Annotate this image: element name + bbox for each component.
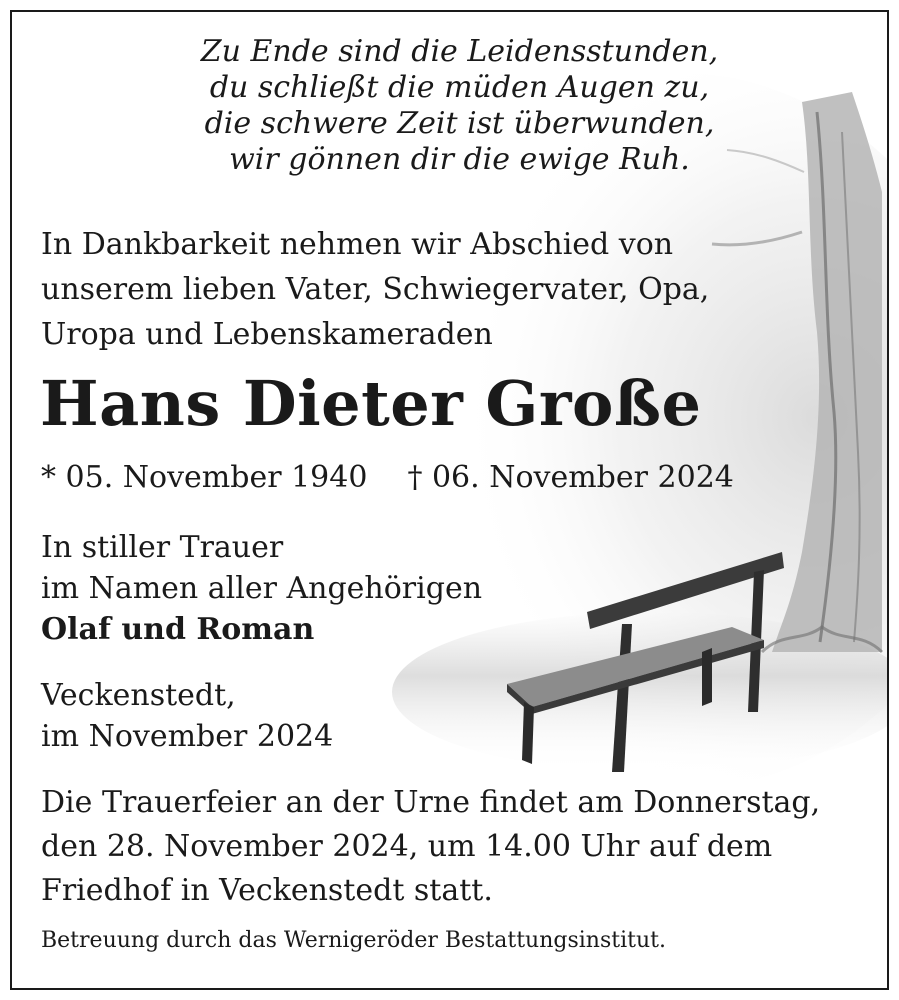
farewell-intro <box>41 222 709 357</box>
intro-line: In Dankbarkeit nehmen wir Abschied von <box>41 227 674 262</box>
mourners-line: In stiller Trauer <box>41 530 284 565</box>
poem-line: wir gönnen dir die ewige Ruh. <box>229 142 690 177</box>
funeral-line: Die Trauerfeier an der Urne findet am Donnerstag, <box>41 785 821 820</box>
intro-line: Uropa und Lebenskameraden <box>41 317 493 352</box>
poem-line: die schwere Zeit ist überwunden, <box>204 106 715 141</box>
poem-line: Zu Ende sind die Leidensstunden, <box>200 34 719 69</box>
poem-line: du schließt die müden Augen zu, <box>209 70 710 105</box>
place-line: Veckenstedt, <box>41 678 236 713</box>
birth-date: * 05. November 1940 <box>41 460 368 495</box>
place-date-block <box>41 675 333 757</box>
death-date: † 06. November 2024 <box>407 460 734 495</box>
life-dates <box>41 458 734 498</box>
obituary-notice <box>10 10 889 990</box>
funeral-line: Friedhof in Veckenstedt statt. <box>41 873 493 908</box>
funeral-info <box>41 781 820 913</box>
date-line: im November 2024 <box>41 719 334 754</box>
poem <box>12 34 889 178</box>
deceased-name: Hans Dieter Große <box>40 367 702 440</box>
mourners-names: Olaf und Roman <box>41 612 315 647</box>
funeral-line: den 28. November 2024, um 14.00 Uhr auf dem <box>41 829 773 864</box>
mourners-block <box>41 527 482 650</box>
funeral-home-credit: Betreuung durch das Wernigeröder Bestattungsinstitut. <box>41 928 666 953</box>
mourners-line: im Namen aller Angehörigen <box>41 571 483 606</box>
intro-line: unserem lieben Vater, Schwiegervater, Opa, <box>41 272 710 307</box>
